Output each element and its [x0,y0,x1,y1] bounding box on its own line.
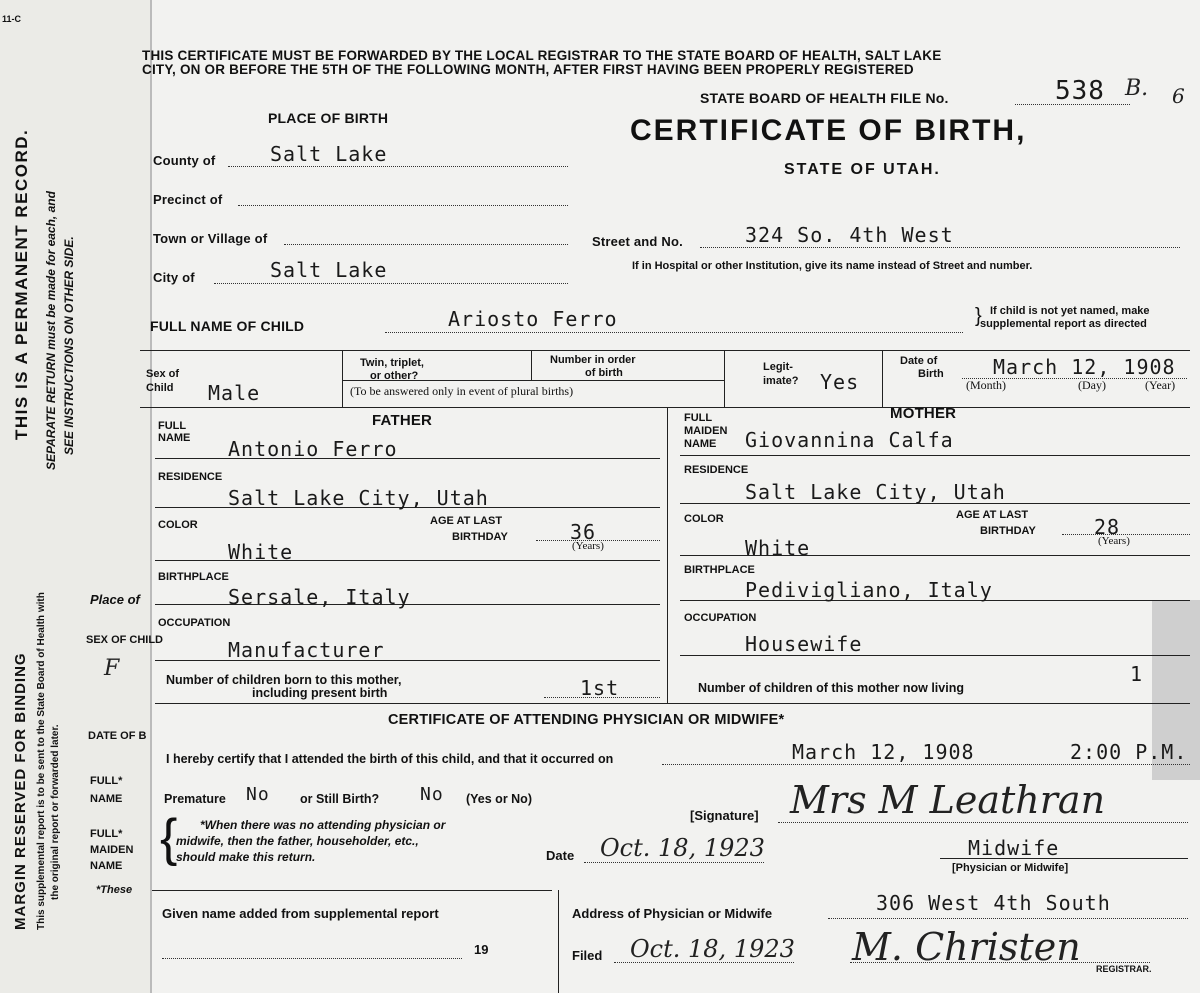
instructions-note: SEE INSTRUCTIONS ON OTHER SIDE. [62,236,76,455]
father-residence: Salt Lake City, Utah [228,486,489,510]
sex-label-2: Child [146,382,174,394]
father-age-label-2: BIRTHDAY [452,531,508,543]
twin-label-2: or other? [370,370,419,382]
mother-name-label-1: FULL [684,412,713,424]
mother-age-label-2: BIRTHDAY [980,525,1036,537]
county-value: Salt Lake [270,142,388,166]
children-born: 1st [580,676,620,700]
mother-heading: MOTHER [890,405,957,422]
sex-label-1: Sex of [146,368,180,380]
legit-value: Yes [820,370,860,394]
dob-day-label: (Day) [1078,378,1106,392]
dob-month-label: (Month) [966,378,1006,392]
name-note-2: supplemental report as directed [980,318,1147,330]
hospital-note: If in Hospital or other Institution, give its name instead of Street and number. [632,260,1033,272]
father-age-label-1: AGE AT LAST [430,515,503,527]
father-name-label-1: FULL [158,420,187,432]
mother-birthplace-label: BIRTHPLACE [684,564,755,576]
sex-value: Male [208,381,261,405]
header-line-1: THIS CERTIFICATE MUST BE FORWARDED BY THE LOCAL REGISTRAR TO THE STATE BOARD OF HEALTH, SALT LAKE [142,48,942,63]
physician-birth-time: 2:00 P.M. [1070,740,1188,764]
still-birth-value: No [420,784,444,805]
physician-signature: Mrs M Leathran [790,778,1106,822]
father-age: 36 [570,520,597,544]
county-label: County of [153,153,216,168]
mother-name-label-2: MAIDEN [684,425,728,437]
premature-label: Premature [164,792,226,806]
child-name: Ariosto Ferro [448,307,618,331]
physician-address: 306 West 4th South [876,891,1111,915]
father-color-label: COLOR [158,519,198,531]
town-label: Town or Village of [153,231,268,246]
mother-color: White [745,536,811,560]
mother-residence-label: RESIDENCE [684,464,749,476]
father-residence-label: RESIDENCE [158,471,223,483]
margin-sex-of-child: SEX OF CHILD [86,634,164,646]
mother-name: Giovannina Calfa [745,428,954,452]
signed-date: Oct. 18, 1923 [600,834,765,862]
margin-these: *These [96,884,133,896]
supplemental-label: Given name added from supplemental report [162,906,439,921]
margin-place-of: Place of [90,592,140,607]
children-born-label-1: Number of children born to this mother, [166,673,402,687]
order-label-2: of birth [585,367,623,379]
precinct-label: Precinct of [153,192,223,207]
physician-note-1: *When there was no attending physician or [200,818,446,832]
physician-birth-date: March 12, 1908 [792,740,975,764]
separate-return-note: SEPARATE RETURN must be made for each, and [44,191,58,470]
yes-no-label: (Yes or No) [466,792,532,806]
twin-label-1: Twin, triplet, [360,357,424,369]
certificate-title: CERTIFICATE OF BIRTH, [630,114,1027,147]
physician-note-3: should make this return. [176,850,316,864]
supplemental-year-prefix: 19 [474,942,489,957]
father-heading: FATHER [372,412,433,429]
file-margin-note: 6 [1172,84,1185,108]
filed-label: Filed [572,948,603,963]
dob-label-2: Birth [918,368,944,380]
mother-occupation: Housewife [745,632,863,656]
filed-date: Oct. 18, 1923 [630,935,795,963]
file-number-label: STATE BOARD OF HEALTH FILE No. [700,90,949,106]
mother-residence: Salt Lake City, Utah [745,480,1006,504]
order-label-1: Number in order [550,354,636,366]
physician-role-label: [Physician or Midwife] [952,862,1069,874]
certificate-subtitle: STATE OF UTAH. [784,161,941,178]
father-occupation: Manufacturer [228,638,385,662]
dob-year-label: (Year) [1145,378,1176,392]
mother-years-label: (Years) [1098,535,1130,547]
file-number: 538 [1055,76,1105,106]
margin-full-name: FULL* NAME [90,775,123,805]
binding-margin-note: MARGIN RESERVED FOR BINDING [12,652,29,930]
children-living-label: Number of children of this mother now living [698,681,964,695]
mother-birthplace: Pedivigliano, Italy [745,578,993,602]
signature-label: [Signature] [690,808,759,823]
street-label: Street and No. [592,234,683,249]
margin-date-of: DATE OF B [88,730,147,742]
header-line-2: CITY, ON OR BEFORE THE 5TH OF THE FOLLOWING MONTH, AFTER FIRST HAVING BEEN PROPERLY REGISTERED [142,62,914,77]
physician-heading: CERTIFICATE OF ATTENDING PHYSICIAN OR MIDWIFE* [388,712,785,728]
paper-tear [150,0,152,993]
supplemental-note-2: the original report or forwarded later. [50,724,61,900]
physician-note-2: midwife, then the father, householder, etc., [176,834,419,848]
father-occupation-label: OCCUPATION [158,617,231,629]
place-of-birth-heading: PLACE OF BIRTH [268,110,389,126]
mother-age: 28 [1094,515,1121,539]
mother-occupation-label: OCCUPATION [684,612,757,624]
plural-note: (To be answered only in event of plural births) [350,384,574,398]
dob-value: March 12, 1908 [993,355,1176,379]
city-value: Salt Lake [270,258,388,282]
child-name-label: FULL NAME OF CHILD [150,318,305,334]
registrar-label: REGISTRAR. [1096,964,1152,974]
dob-label-1: Date of [900,355,938,367]
margin-full-maiden-name: FULL* MAIDEN NAME [90,828,134,872]
children-living: 1 [1130,662,1144,686]
father-birthplace: Sersale, Italy [228,585,411,609]
margin-sex-mark: F [104,656,120,681]
legit-label-1: Legit- [763,361,793,373]
father-years-label: (Years) [572,540,604,552]
premature-value: No [246,784,270,805]
permanent-record-note: THIS IS A PERMANENT RECORD. [12,128,31,440]
physician-role: Midwife [968,836,1060,860]
still-birth-label: or Still Birth? [300,792,380,806]
father-name: Antonio Ferro [228,437,398,461]
mother-age-label-1: AGE AT LAST [956,509,1029,521]
signed-date-label: Date [546,848,575,863]
street-value: 324 So. 4th West [745,223,954,247]
children-born-label-2: including present birth [252,686,388,700]
mother-color-label: COLOR [684,513,724,525]
certify-text: I hereby certify that I attended the birth of this child, and that it occurred on [166,752,614,766]
father-name-label-2: NAME [158,432,191,444]
legit-label-2: imate? [763,375,799,387]
form-number: 11-C [2,14,22,24]
registrar-signature: M. Christen [852,925,1081,969]
name-note-1: If child is not yet named, make [990,305,1150,317]
city-label: City of [153,270,195,285]
address-label: Address of Physician or Midwife [572,906,773,921]
father-birthplace-label: BIRTHPLACE [158,571,229,583]
supplemental-note-1: This supplemental report is to be sent to the State Board of Health with [36,592,47,930]
father-color: White [228,540,294,564]
birth-certificate: 11-C THIS IS A PERMANENT RECORD. SEPARATE RETURN must be made for each, and SEE INSTRUCTIONS ON OTHER SIDE. MARGIN RESERVED FOR BINDING This supplemental report is to be sent to the State Board of Health with the original report or forwarded later. Place of SEX OF CHILD F DATE OF B FULL* NAME FULL* MAIDEN NAME *These THIS CERTIFICATE MUST BE FORWARDED BY THE LOCAL REGISTRAR TO THE STATE BOARD OF HEALTH, SALT LAKE CITY, ON OR BEFORE THE 5TH OF THE FOLLOWING MONTH, AFTER FIRST HAVING BEEN PROPERLY REGISTERED STATE BOARD OF HEALTH FILE No. 538 B. 6 CERTIFICATE OF BIRTH, STATE OF UTAH. PLACE OF BIRTH County of Salt Lake Precinct of Town or Village of City of Salt Lake Street and No. 324 So. 4th West If in Hospital or other Institution, give its name instead of Street and number. FULL NAME OF CHILD Ariosto Ferro } If child is not yet named, make supplemental report as directed Sex of Child Male Twin, triplet, or other? Number in order of birth (To be answered only in event of plural births) Legit- imate? Yes Date of Birth March 12, 1908 (Month) (Day) (Year) FATHER MOTHER FULL NAME Antonio Ferro RESIDENCE Salt Lake City, Utah COLOR White AGE AT LAST BIRTHDAY 36 (Years) BIRTHPLACE Sersale, Italy OCCUPATION Manufacturer FULL MAIDEN NAME Giovannina Calfa RESIDENCE Salt Lake City, Utah COLOR White AGE AT LAST BIRTHDAY 28 (Years) BIRTHPLACE Pedivigliano, Italy OCCUPATION Housewife Number of children born to this mother, including present birth 1st Number of children of this mother now living 1 CERTIFICATE OF ATTENDING PHYSICIAN OR MIDWIFE* I hereby certify that I attended the birth of this child, and that it occurred on March 12, 1908 2:00 P.M. Premature No or Still Birth? No (Yes or No) { *When there was no attending physician or midwife, then the father, householder, etc., should make this return. [Signature] Mrs M Leathran Midwife [Physician or Midwife] Date Oct. 18, 1923 Given name added from supplemental report 19 Address of Physician or Midwife 306 West 4th South Filed Oct. 18, 1923 M. Christen REGISTRAR. [0,0,1200,993]
file-number-suffix: B. [1125,76,1149,101]
mother-name-label-3: NAME [684,438,717,450]
